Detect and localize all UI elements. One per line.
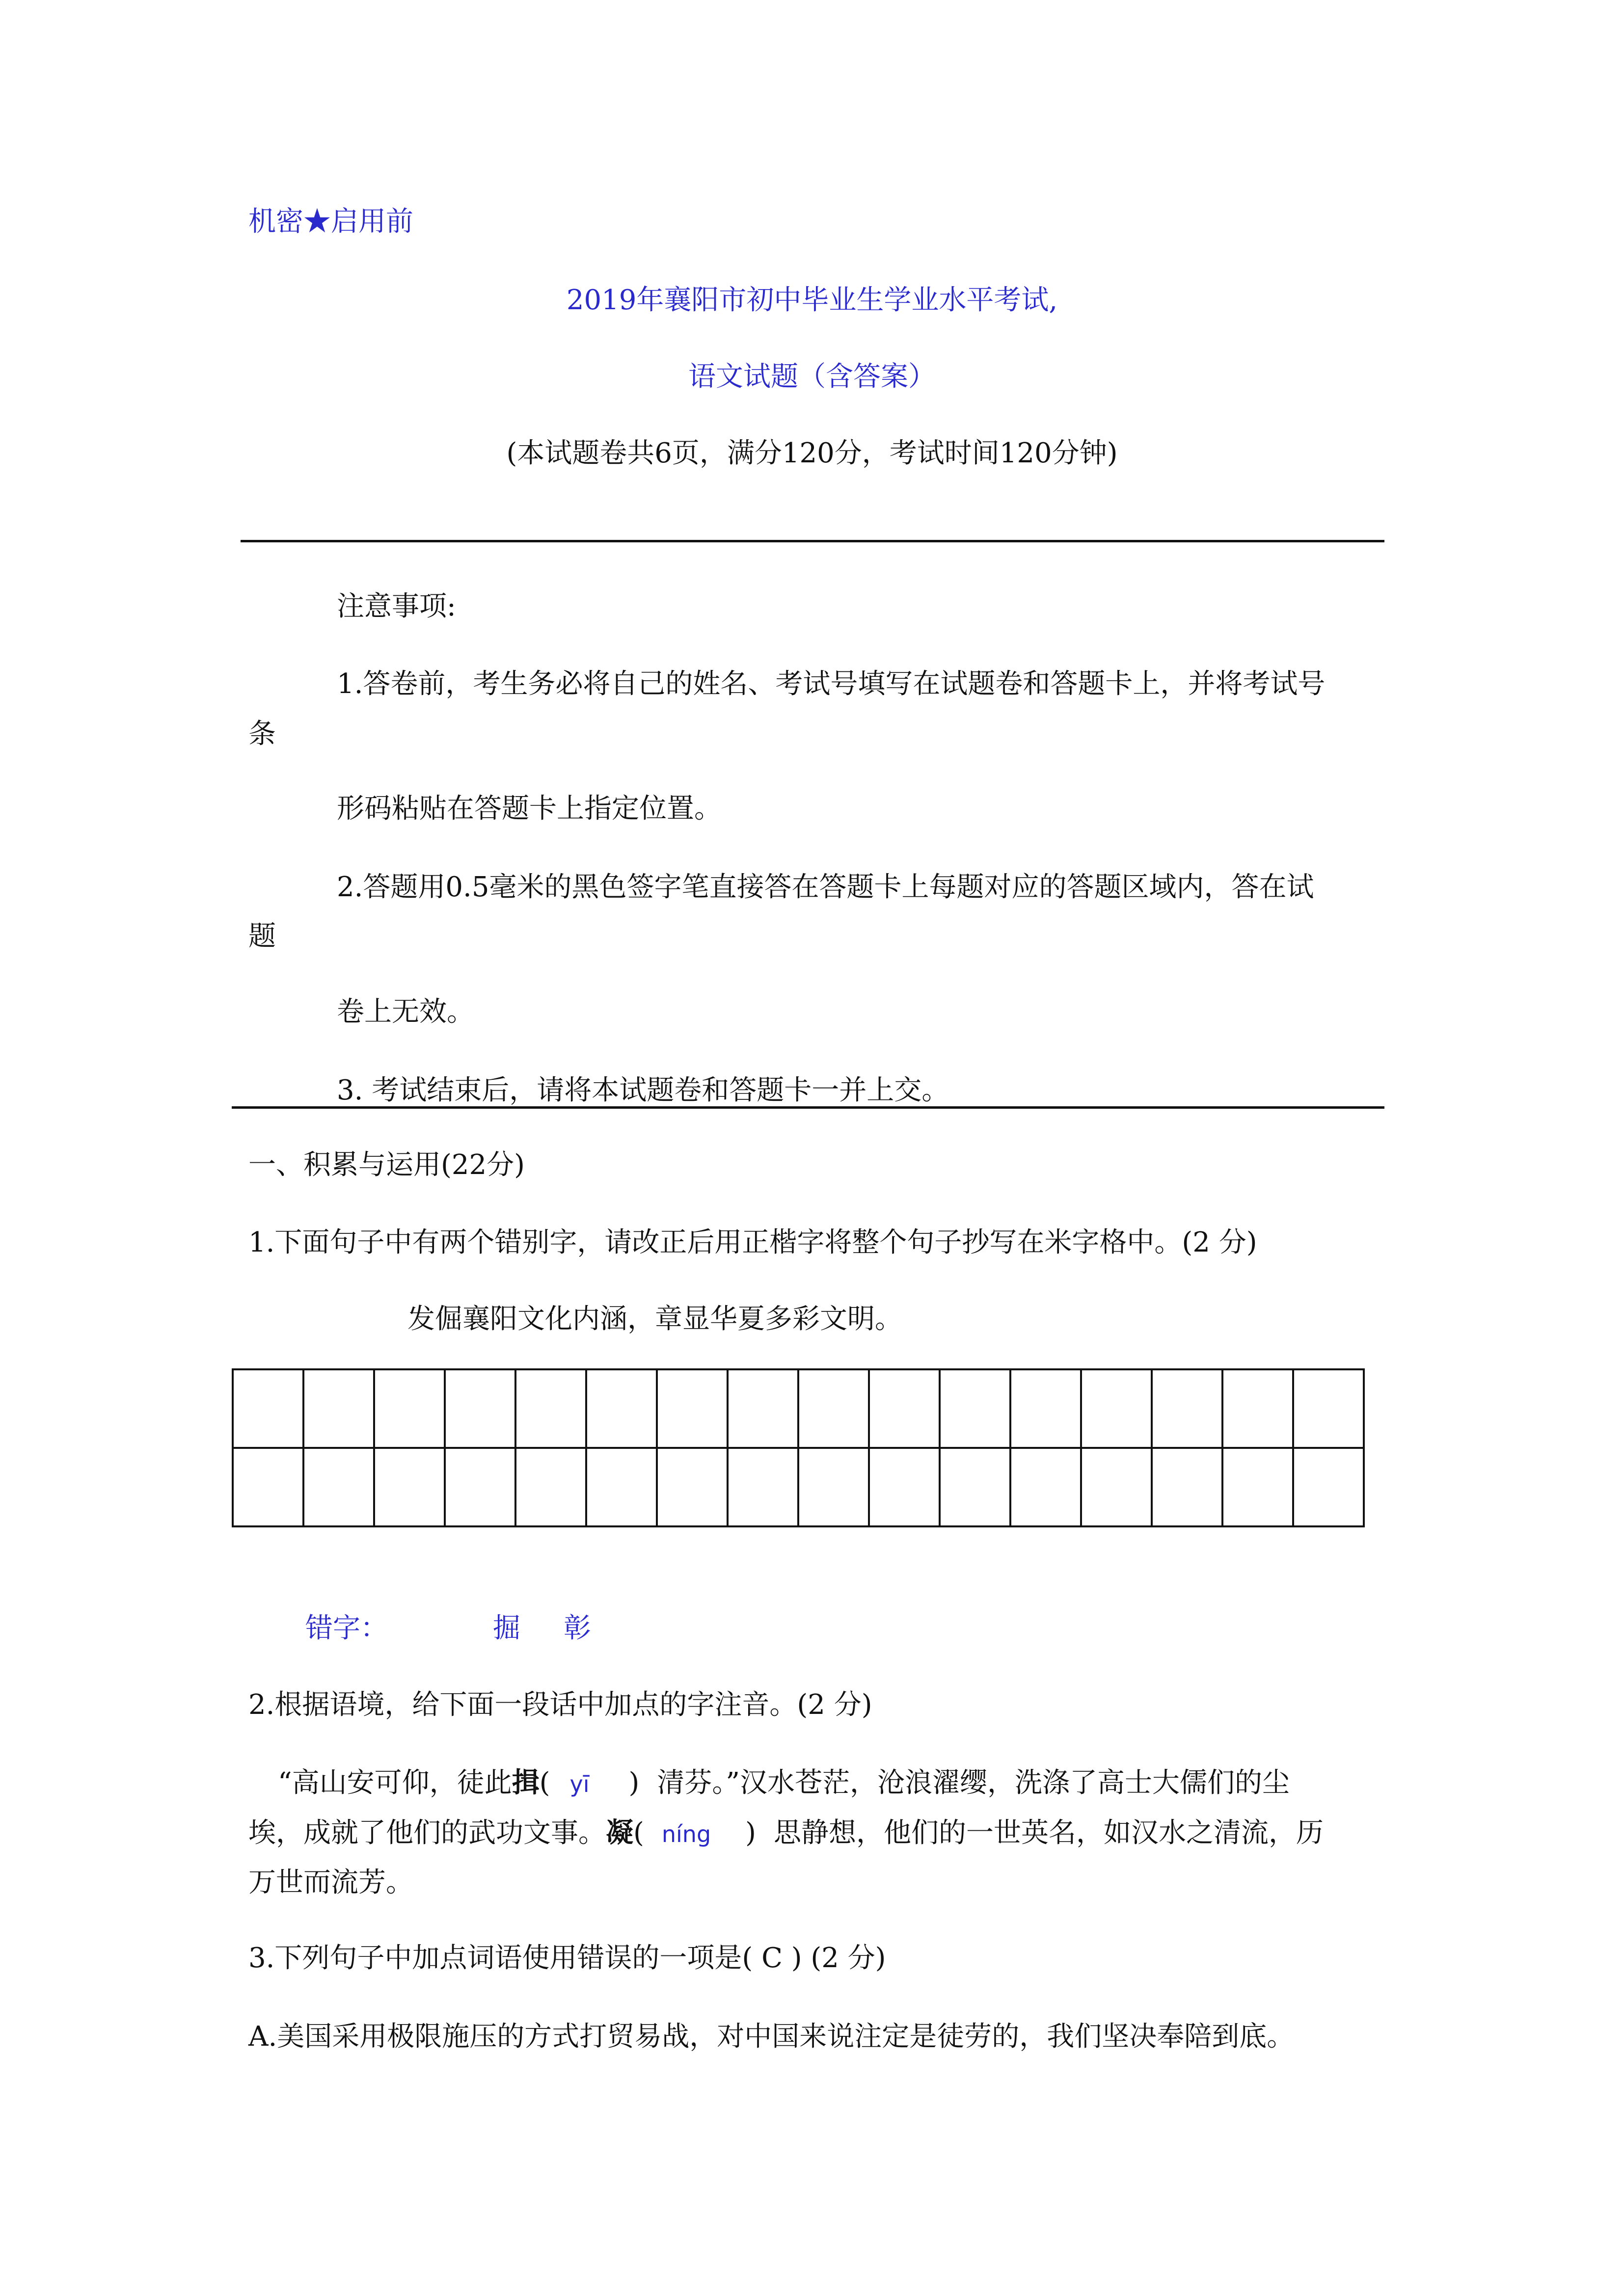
grid-cell[interactable] xyxy=(1222,1448,1293,1526)
grid-cell[interactable] xyxy=(233,1448,303,1526)
q2-line2-pre: 埃，成就了他们的武功文事。 xyxy=(248,1817,606,1849)
grid-cell[interactable] xyxy=(374,1369,445,1448)
question-2-line-1 xyxy=(278,1766,1290,1799)
grid-cell[interactable] xyxy=(1293,1369,1364,1448)
q2-line1-post: 清芬。”汉水苍茫，沧浪濯缨，洗涤了高士大儒们的尘 xyxy=(657,1767,1290,1799)
confidential-label: 机密★启用前 xyxy=(248,206,413,238)
grid-cell[interactable] xyxy=(445,1448,515,1526)
grid-cell[interactable] xyxy=(657,1369,728,1448)
grid-cell[interactable] xyxy=(586,1448,657,1526)
grid-cell[interactable] xyxy=(869,1369,940,1448)
question-3-option-a: A.美国采用极限施压的方式打贸易战，对中国来说注定是徒劳的，我们坚决奉陪到底。 xyxy=(248,2021,1295,2053)
q2-pinyin-1: yī xyxy=(569,1771,590,1797)
question-1-prompt: 1.下面句子中有两个错别字，请改正后用正楷字将整个句子抄写在米字格中。(2 分) xyxy=(248,1227,1257,1258)
q2-paren-open-1: ( xyxy=(539,1767,550,1799)
grid-cell[interactable] xyxy=(798,1448,869,1526)
grid-row xyxy=(233,1369,1364,1448)
grid-cell[interactable] xyxy=(1010,1448,1081,1526)
q2-paren-open-2: ( xyxy=(633,1817,644,1849)
q2-dotted-char-1: 揖 xyxy=(512,1766,540,1799)
grid-cell[interactable] xyxy=(657,1448,728,1526)
grid-cell[interactable] xyxy=(1152,1448,1222,1526)
grid-cell[interactable] xyxy=(869,1448,940,1526)
answer-label: 错字： xyxy=(305,1612,388,1644)
exam-title: 2019年襄阳市初中毕业生学业水平考试, xyxy=(566,284,1058,316)
q2-line2-post: 思静想，他们的一世英名，如汉水之清流，历 xyxy=(774,1817,1324,1849)
grid-cell[interactable] xyxy=(798,1369,869,1448)
grid-cell[interactable] xyxy=(515,1369,586,1448)
notice-item-2-wrap: 题 xyxy=(248,920,276,952)
section-heading: 一、积累与运用(22分) xyxy=(248,1149,525,1181)
q2-pinyin-2: níng xyxy=(661,1821,711,1847)
question-2-line-2 xyxy=(248,1816,1324,1849)
grid-cell[interactable] xyxy=(1293,1448,1364,1526)
grid-cell[interactable] xyxy=(233,1369,303,1448)
exam-subtitle: 语文试题（含答案） xyxy=(688,361,936,393)
grid-cell[interactable] xyxy=(940,1448,1010,1526)
question-1-sentence: 发倔襄阳文化内涵，章显华夏多彩文明。 xyxy=(407,1303,902,1335)
grid-cell[interactable] xyxy=(303,1369,374,1448)
question-2-prompt: 2.根据语境，给下面一段话中加点的字注音。(2 分) xyxy=(248,1689,872,1721)
notice-item-2: 2.答题用0.5毫米的黑色签字笔直接答在答题卡上每题对应的答题区域内，答在试 xyxy=(337,871,1314,903)
grid-cell[interactable] xyxy=(728,1369,798,1448)
grid-cell[interactable] xyxy=(515,1448,586,1526)
grid-cell[interactable] xyxy=(1010,1369,1081,1448)
notice-item-3: 3. 考试结束后，请将本试题卷和答题卡一并上交。 xyxy=(337,1074,949,1106)
grid-cell[interactable] xyxy=(374,1448,445,1526)
q2-line1-pre: “高山安可仰，徒此 xyxy=(278,1767,512,1799)
grid-cell[interactable] xyxy=(940,1369,1010,1448)
notice-item-1: 1.答卷前，考生务必将自己的姓名、考试号填写在试题卷和答题卡上，并将考试号 xyxy=(337,668,1326,700)
top-divider xyxy=(241,540,1384,542)
answer-char-2: 彰 xyxy=(564,1612,591,1644)
answer-char-1: 掘 xyxy=(493,1612,520,1644)
grid-cell[interactable] xyxy=(1222,1369,1293,1448)
question-3-prompt: 3.下列句子中加点词语使用错误的一项是( C ) (2 分) xyxy=(248,1942,886,1974)
grid-cell[interactable] xyxy=(728,1448,798,1526)
grid-cell[interactable] xyxy=(1081,1369,1152,1448)
q2-paren-close-1: ) xyxy=(628,1767,640,1799)
grid-cell[interactable] xyxy=(1152,1369,1222,1448)
question-2-line-3: 万世而流芳。 xyxy=(248,1867,413,1898)
grid-cell[interactable] xyxy=(1081,1448,1152,1526)
writing-grid[interactable] xyxy=(232,1368,1365,1527)
notice-heading: 注意事项: xyxy=(337,590,456,622)
q2-dotted-char-2: 凝 xyxy=(606,1816,633,1849)
exam-info: (本试题卷共6页，满分120分，考试时间120分钟) xyxy=(506,437,1118,469)
notice-item-1-cont: 形码粘贴在答题卡上指定位置。 xyxy=(337,793,722,825)
bottom-divider xyxy=(232,1106,1384,1109)
notice-item-2-cont: 卷上无效。 xyxy=(337,996,474,1028)
notice-item-1-wrap: 条 xyxy=(248,718,276,750)
grid-cell[interactable] xyxy=(586,1369,657,1448)
grid-row xyxy=(233,1448,1364,1526)
q2-paren-close-2: ) xyxy=(745,1817,757,1849)
grid-cell[interactable] xyxy=(303,1448,374,1526)
grid-cell[interactable] xyxy=(445,1369,515,1448)
